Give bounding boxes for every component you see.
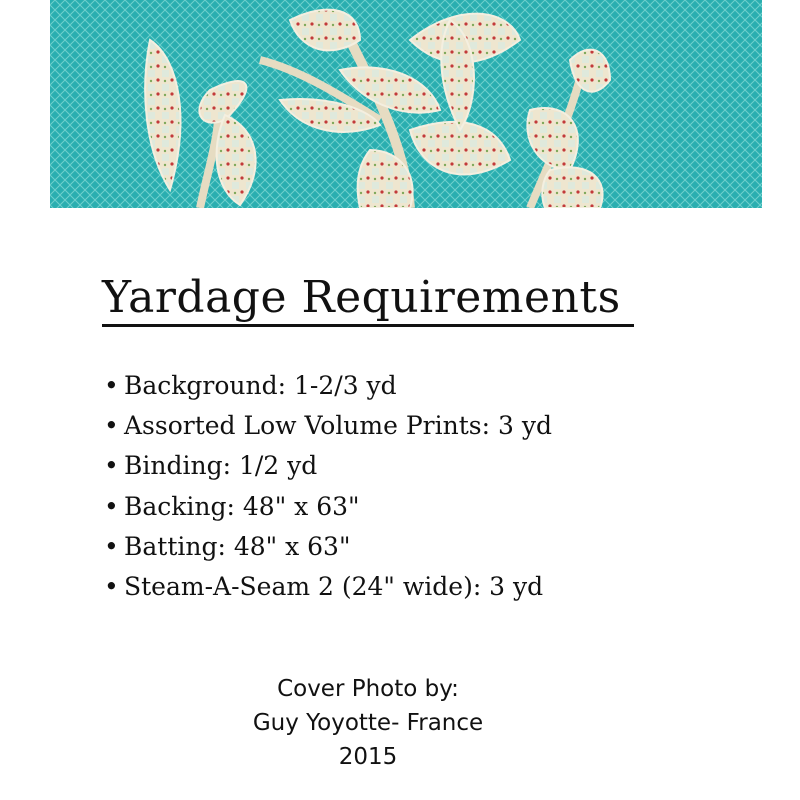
bullet-icon: • [104, 411, 119, 441]
cover-photo [50, 0, 762, 208]
bullet-icon: • [104, 451, 119, 481]
quilt-leaf-applique-image [50, 0, 762, 208]
list-item [104, 406, 552, 446]
yardage-list [104, 366, 552, 607]
credit-photographer: Guy Yoyotte- France [252, 710, 484, 736]
bullet-icon: • [104, 371, 119, 400]
requirement-text: Background: 1-2/3 yd [124, 371, 397, 400]
page-title: Yardage Requirements [102, 272, 621, 323]
list-item [104, 527, 552, 567]
photo-credits [218, 672, 518, 774]
credit-line: Cover Photo by: [277, 676, 459, 702]
title-underline [102, 324, 634, 327]
list-item [104, 487, 552, 527]
list-item [104, 567, 552, 607]
requirement-text: Batting: 48" x 63" [124, 531, 351, 561]
requirement-text: Assorted Low Volume Prints: 3 yd [124, 411, 552, 441]
bullet-icon: • [104, 531, 119, 561]
requirement-text: Backing: 48" x 63" [124, 491, 360, 521]
credit-year: 2015 [338, 744, 398, 770]
list-item [104, 366, 552, 406]
requirement-text: Steam-A-Seam 2 (24" wide): 3 yd [124, 571, 544, 601]
requirement-text: Binding: 1/2 yd [124, 451, 318, 481]
list-item [104, 446, 552, 486]
bullet-icon: • [104, 491, 119, 521]
bullet-icon: • [104, 571, 119, 601]
